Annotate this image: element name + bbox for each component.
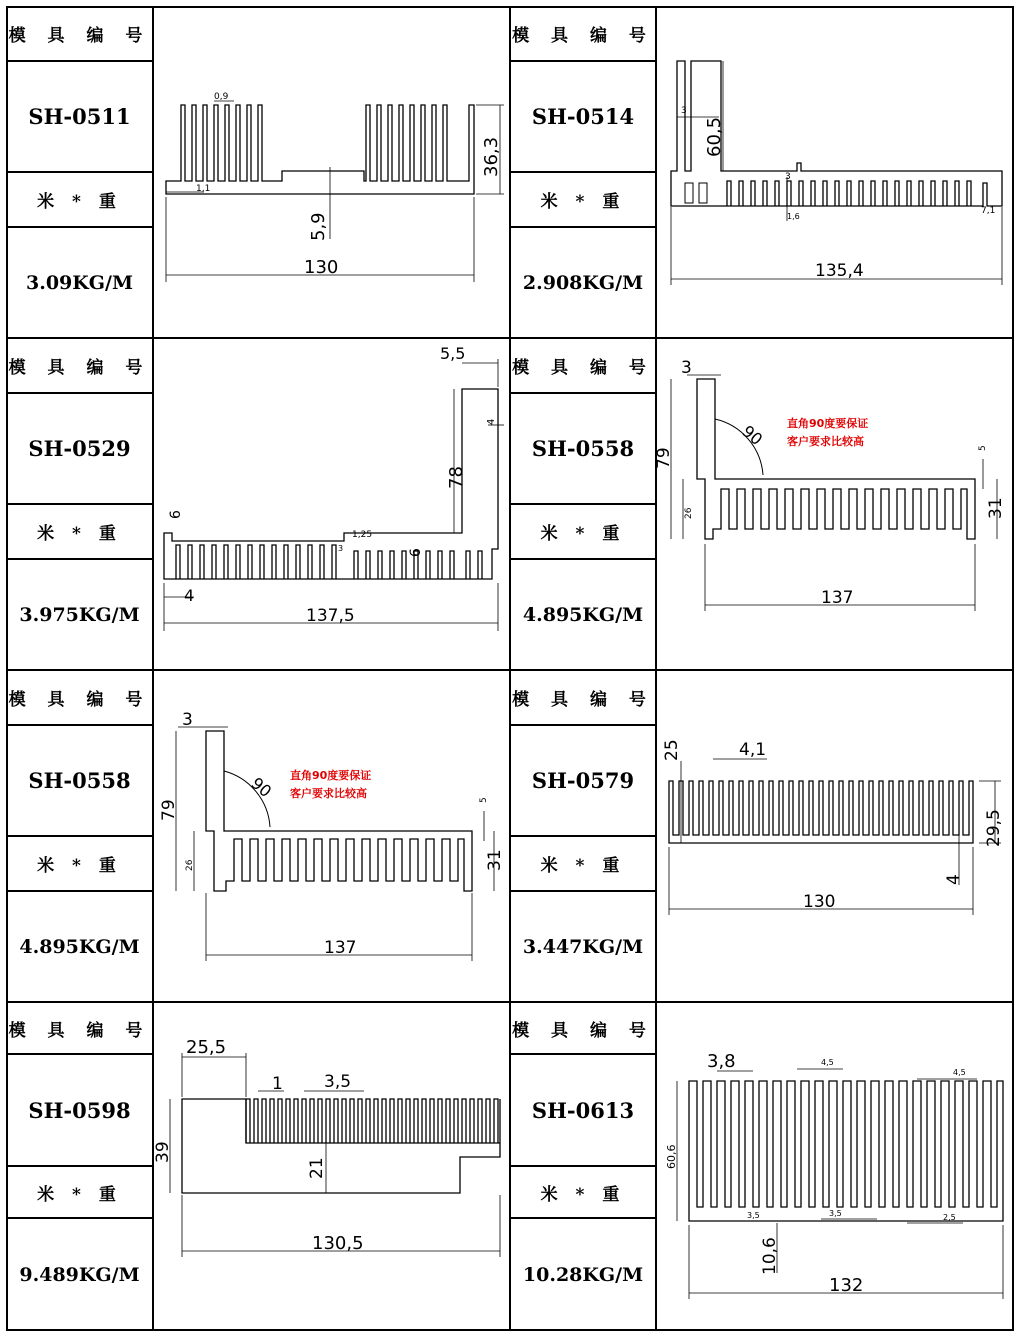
dimension-label: 60,6 [665,1144,678,1169]
profile-drawing-sh-0514 [656,6,1014,338]
weight-per-meter-value: 2.908KG/M [510,227,656,338]
dimension-label: 3,8 [707,1051,736,1072]
profile-drawing-sh-0511 [153,6,510,338]
mold-number-header: 模 具 编 号 [6,6,153,61]
dimension-label: 130 [803,892,836,912]
weight-per-meter-label: 米 * 重 [510,172,656,227]
weight-per-meter-value: 3.975KG/M [6,559,153,670]
weight-per-meter-value: 3.447KG/M [510,891,656,1002]
mold-code: SH-0558 [510,393,656,504]
dimension-label: 78 [446,466,467,489]
dimension-label: 4 [184,586,195,605]
mold-number-header: 模 具 编 号 [6,338,153,393]
dimension-label: 4,5 [821,1058,834,1067]
dimension-label: 79 [159,799,179,821]
engineering-note: 直角90度要保证 [787,417,869,430]
dimension-label: 25 [662,739,682,761]
dimension-label: 5,9 [308,212,329,241]
mold-number-header: 模 具 编 号 [6,1002,153,1054]
dimension-label: 1,1 [196,184,211,194]
dimension-label: 3,5 [324,1072,352,1092]
dimension-label: 6 [408,548,424,557]
profile-drawing-sh-0598 [153,1002,510,1331]
dimension-label: 36,3 [481,136,502,177]
mold-code: SH-0511 [6,61,153,172]
profile-drawing-sh-0529 [153,338,510,670]
dimension-label: 79 [654,447,674,469]
weight-per-meter-value: 9.489KG/M [6,1218,153,1331]
weight-per-meter-label: 米 * 重 [510,1166,656,1218]
dimension-label: 10,6 [760,1237,780,1275]
profile-drawing-sh-0579 [656,670,1014,1002]
dimension-label: 5,5 [440,344,466,363]
dimension-label: 7,1 [981,206,996,216]
dimension-label: 3 [681,106,687,116]
dimension-label: 1 [272,1074,283,1094]
weight-per-meter-value: 4.895KG/M [510,559,656,670]
dimension-label: 60,5 [704,116,725,157]
dimension-label: 26 [185,859,195,871]
dimension-label: 21 [307,1157,327,1179]
dimension-label: 4 [486,418,497,425]
mold-code: SH-0529 [6,393,153,504]
dimension-label: 1,6 [787,212,800,221]
profile-drawing-sh-0558-duplicate [153,670,510,1002]
engineering-note: 客户要求比较高 [290,787,367,800]
mold-code: SH-0598 [6,1054,153,1166]
dimension-label: 137,5 [306,606,355,626]
dimension-label: 39 [153,1141,173,1163]
dimension-label: 26 [684,507,694,519]
dimension-label: 3 [182,710,193,730]
weight-per-meter-value: 10.28KG/M [510,1218,656,1331]
dimension-label: 137 [821,588,854,608]
mold-number-header: 模 具 编 号 [510,670,656,725]
profile-drawing-sh-0613 [656,1002,1014,1331]
dimension-label: 132 [829,1275,864,1296]
mold-code: SH-0514 [510,61,656,172]
mold-code: SH-0558 [6,725,153,836]
dimension-label: 130 [304,257,339,278]
dimension-label: 130,5 [312,1233,364,1254]
mold-code: SH-0613 [510,1054,656,1166]
dimension-label: 31 [485,849,505,871]
weight-per-meter-value: 4.895KG/M [6,891,153,1002]
dimension-label: 4,1 [739,740,767,760]
mold-code: SH-0579 [510,725,656,836]
dimension-label: 3 [681,358,692,378]
weight-per-meter-label: 米 * 重 [6,1166,153,1218]
weight-per-meter-value: 3.09KG/M [6,227,153,338]
dimension-label: 29,5 [984,809,1004,847]
dimension-label: 3 [338,544,344,553]
weight-per-meter-label: 米 * 重 [6,504,153,559]
dimension-label: 5 [479,797,489,803]
dimension-label: 90 [738,421,767,450]
dimension-label: 135,4 [815,261,864,281]
dimension-label: 5 [978,445,988,451]
mold-number-header: 模 具 编 号 [510,1002,656,1054]
dimension-label: 4 [944,874,964,885]
dimension-label: 3,5 [747,1211,760,1220]
dimension-label: 0,9 [214,92,229,102]
dimension-label: 25,5 [186,1037,227,1058]
dimension-label: 2,5 [943,1213,956,1222]
weight-per-meter-label: 米 * 重 [6,172,153,227]
mold-number-header: 模 具 编 号 [510,338,656,393]
dimension-label: 1,25 [352,530,373,540]
dimension-label: 4,5 [953,1068,966,1077]
mold-number-header: 模 具 编 号 [510,6,656,61]
dimension-label: 3,5 [829,1209,842,1218]
mold-number-header: 模 具 编 号 [6,670,153,725]
dimension-label: 3 [785,172,791,182]
weight-per-meter-label: 米 * 重 [510,504,656,559]
weight-per-meter-label: 米 * 重 [6,836,153,891]
dimension-label: 90 [247,773,276,802]
dimension-label: 6 [168,510,184,519]
dimension-label: 137 [324,938,357,958]
profile-drawing-sh-0558 [656,338,1014,670]
dimension-label: 31 [986,497,1006,519]
weight-per-meter-label: 米 * 重 [510,836,656,891]
engineering-note: 直角90度要保证 [290,769,372,782]
engineering-note: 客户要求比较高 [787,435,864,448]
